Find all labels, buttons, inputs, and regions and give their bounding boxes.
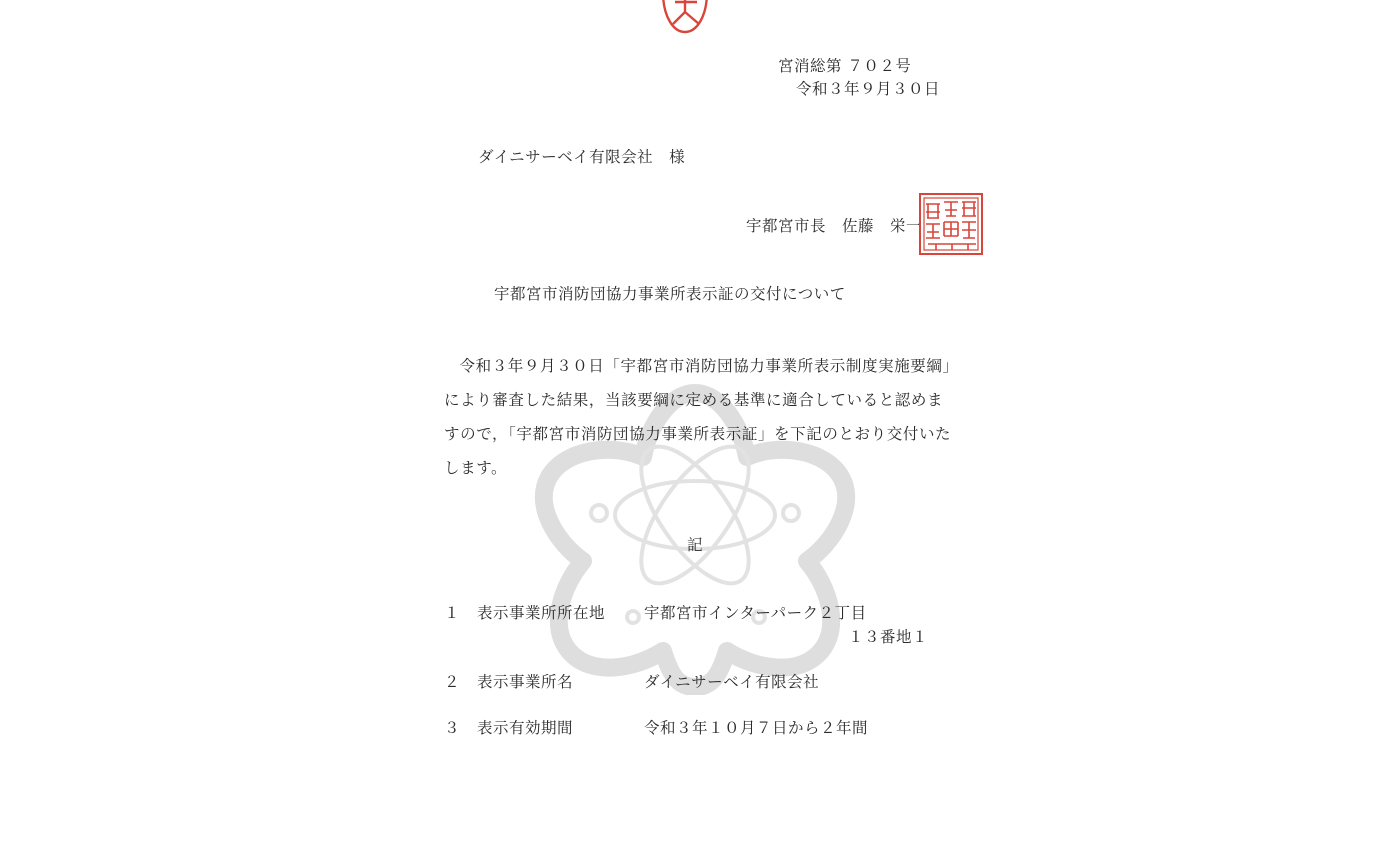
ki-heading: 記 — [687, 536, 704, 554]
sender: 宇都宮市長 佐藤 栄一 — [746, 217, 923, 235]
top-seal-icon — [657, 0, 713, 36]
recipient: ダイニサーベイ有限会社 様 — [478, 148, 686, 166]
item-value: ダイニサーベイ有限会社 — [644, 673, 820, 691]
subject-heading: 宇都宮市消防団協力事業所表示証の交付について — [494, 285, 846, 303]
item-row-location — [444, 601, 944, 651]
document-number: 宮消総第 ７０２号 — [778, 57, 912, 75]
official-seal-icon — [918, 192, 984, 256]
item-label: 表示有効期間 — [477, 719, 574, 737]
item-value-continued: １３番地１ — [848, 628, 929, 646]
document-date: 令和３年９月３０日 — [796, 80, 941, 98]
item-number: ２ — [444, 673, 461, 691]
body-paragraph: 令和３年９月３０日「宇都宮市消防団協力事業所表示制度実施要綱」により審査した結果，当該要綱に定める基準に適合していると認めますので，「宇都宮市消防団協力事業所表示証」を下記のとおり交付いたします。 — [444, 357, 952, 477]
item-number: ３ — [444, 719, 461, 737]
item-label: 表示事業所所在地 — [477, 604, 606, 622]
item-row-validity — [444, 716, 944, 740]
item-value: 令和３年１０月７日から２年間 — [644, 719, 869, 737]
item-value: 宇都宮市インターパーク２丁目 — [644, 604, 867, 622]
item-label: 表示事業所名 — [477, 673, 574, 691]
item-row-name — [444, 670, 944, 694]
item-number: １ — [444, 604, 461, 622]
